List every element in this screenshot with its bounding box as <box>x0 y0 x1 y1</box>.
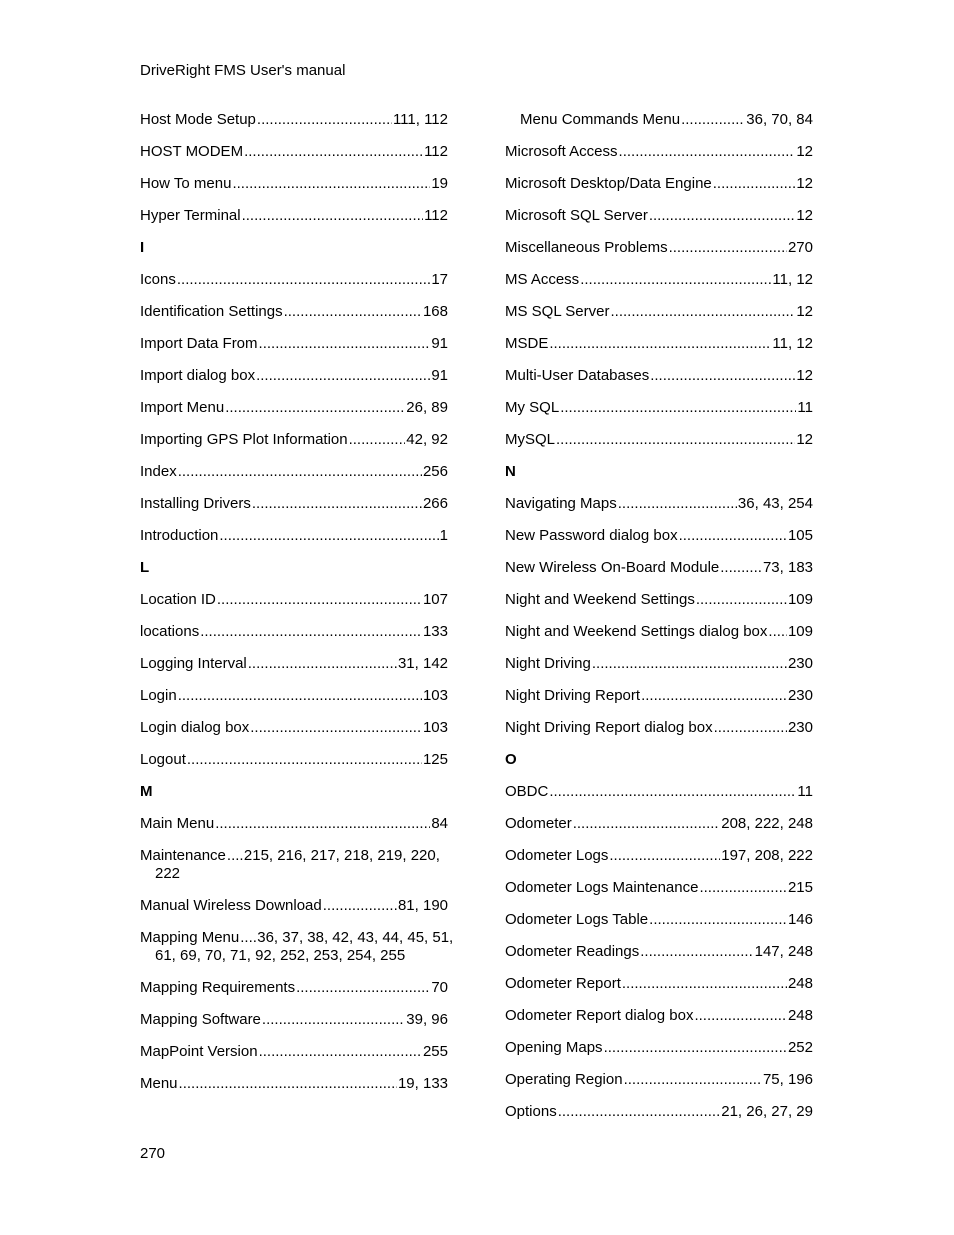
index-pages: 11 <box>797 783 813 800</box>
index-entry <box>505 815 813 847</box>
index-term: Mapping Software <box>140 1011 261 1028</box>
index-section-letter: I <box>140 239 145 256</box>
index-entry <box>140 207 448 239</box>
dot-leader <box>250 719 422 737</box>
index-pages: 107 <box>422 591 448 608</box>
index-pages: 31, 142 <box>397 655 448 672</box>
dot-leader <box>696 591 787 609</box>
index-pages: 248 <box>787 975 813 992</box>
index-entry <box>505 1103 813 1135</box>
index-entry <box>140 897 448 929</box>
index-entry <box>505 1007 813 1039</box>
index-term: Microsoft SQL Server <box>505 207 648 224</box>
index-column-right <box>505 111 813 1135</box>
index-term: OBDC <box>505 783 549 800</box>
index-pages: 105 <box>787 527 813 544</box>
index-entry <box>505 783 813 815</box>
index-entry <box>505 911 813 943</box>
index-pages: 91 <box>431 335 448 352</box>
index-pages: 81, 190 <box>397 897 448 914</box>
index-term: Installing Drivers <box>140 495 251 512</box>
index-pages: 11, 12 <box>772 271 813 288</box>
index-pages: 12 <box>796 143 813 160</box>
dot-leader <box>252 495 422 513</box>
dot-leader <box>244 143 423 161</box>
index-term: Odometer Logs Table <box>505 911 649 928</box>
index-term: Odometer Logs Maintenance <box>505 879 699 896</box>
index-entry <box>140 1011 448 1043</box>
index-term: Manual Wireless Download <box>140 897 322 914</box>
index-term: Maintenance <box>140 847 226 864</box>
index-entry <box>140 527 448 559</box>
index-term: MapPoint Version <box>140 1043 258 1060</box>
dot-leader <box>699 879 787 897</box>
index-term: locations <box>140 623 200 640</box>
index-entry <box>140 719 448 751</box>
index-entry <box>140 751 448 783</box>
dot-leader <box>200 623 422 641</box>
dot-leader <box>604 1039 787 1057</box>
dot-leader <box>323 897 397 915</box>
index-pages: 112 <box>424 143 448 160</box>
index-entry <box>140 655 448 687</box>
index-pages: 230 <box>787 719 813 736</box>
index-pages: 103 <box>422 687 448 704</box>
index-section-letter: M <box>140 783 153 800</box>
index-entry <box>140 111 448 143</box>
dot-leader <box>622 975 787 993</box>
dot-leader <box>178 687 422 705</box>
index-entry <box>505 879 813 911</box>
dot-leader <box>349 431 406 449</box>
dot-leader <box>640 943 753 961</box>
index-pages: 12 <box>796 175 813 192</box>
dot-leader <box>232 175 430 193</box>
index-term: Hyper Terminal <box>140 207 241 224</box>
index-pages: 230 <box>787 687 813 704</box>
index-entry <box>505 719 813 751</box>
index-entry <box>505 1071 813 1103</box>
index-pages: 12 <box>796 431 813 448</box>
index-term: Logout <box>140 751 186 768</box>
dot-leader <box>641 687 787 705</box>
index-entry <box>505 271 813 303</box>
index-pages: 36, 70, 84 <box>746 111 813 128</box>
index-entry <box>140 815 448 847</box>
index-entry <box>140 303 448 335</box>
index-pages: 36, 43, 254 <box>737 495 813 512</box>
index-pages: 215, 216, 217, 218, 219, 220, <box>243 847 440 864</box>
index-pages: 21, 26, 27, 29 <box>721 1103 813 1120</box>
index-term: Odometer Readings <box>505 943 640 960</box>
index-entry <box>505 559 813 591</box>
index-entry <box>505 111 813 143</box>
index-term: Location ID <box>140 591 216 608</box>
index-pages: 84 <box>431 815 448 832</box>
dot-leader <box>649 207 795 225</box>
index-entry <box>140 591 448 623</box>
index-entry <box>140 929 454 979</box>
dot-leader <box>580 271 771 289</box>
index-pages: 109 <box>787 623 813 640</box>
index-entry <box>140 495 448 527</box>
dot-leader <box>219 527 438 545</box>
dot-leader <box>619 143 796 161</box>
index-pages: 91 <box>431 367 448 384</box>
dot-leader <box>178 463 422 481</box>
index-entry <box>140 463 448 495</box>
index-pages: 197, 208, 222 <box>721 847 813 864</box>
index-pages: 270 <box>787 239 813 256</box>
index-pages: 230 <box>787 655 813 672</box>
dot-leader <box>694 1007 787 1025</box>
index-entry <box>505 175 813 207</box>
index-pages: 17 <box>431 271 448 288</box>
dot-leader <box>296 979 430 997</box>
dot-leader <box>262 1011 405 1029</box>
index-pages: 12 <box>796 367 813 384</box>
index-entry <box>140 367 448 399</box>
index-pages: 266 <box>422 495 448 512</box>
index-entry <box>140 1075 448 1107</box>
index-entry <box>505 207 813 239</box>
dot-leader <box>650 367 795 385</box>
index-term: Options <box>505 1103 557 1120</box>
index-entry <box>505 687 813 719</box>
dot-leader <box>624 1071 762 1089</box>
index-pages: 111, 112 <box>392 111 448 128</box>
index-pages: 147, 248 <box>754 943 813 960</box>
index-pages: 256 <box>422 463 448 480</box>
index-entry <box>505 495 813 527</box>
index-entry <box>140 687 448 719</box>
dot-leader <box>242 207 423 225</box>
index-term: Navigating Maps <box>505 495 617 512</box>
dot-leader <box>549 335 771 353</box>
index-term: Menu Commands Menu <box>520 111 681 128</box>
index-term: MySQL <box>505 431 556 448</box>
index-entry <box>505 303 813 335</box>
index-term: Identification Settings <box>140 303 283 320</box>
dot-leader <box>227 847 243 865</box>
page-number: 270 <box>140 1145 166 1162</box>
index-term: Import Data From <box>140 335 258 352</box>
dot-leader <box>768 623 787 641</box>
dot-leader <box>177 271 430 289</box>
index-pages: 103 <box>422 719 448 736</box>
index-entry <box>505 1039 813 1071</box>
index-pages: 36, 37, 38, 42, 43, 44, 45, 51, <box>257 929 454 946</box>
index-pages-continuation: 61, 69, 70, 71, 92, 252, 253, 254, 255 <box>155 947 406 964</box>
index-entry <box>505 143 813 175</box>
index-pages: 112 <box>424 207 448 224</box>
index-term: Multi-User Databases <box>505 367 650 384</box>
index-term: Microsoft Desktop/Data Engine <box>505 175 712 192</box>
index-pages: 26, 89 <box>406 399 448 416</box>
index-term: Odometer Logs <box>505 847 609 864</box>
dot-leader <box>556 431 795 449</box>
index-term: Login dialog box <box>140 719 250 736</box>
index-section-letter: L <box>140 559 150 576</box>
index-term: Odometer Report dialog box <box>505 1007 694 1024</box>
index-term: Mapping Requirements <box>140 979 296 996</box>
dot-leader <box>714 719 787 737</box>
dot-leader <box>225 399 405 417</box>
index-term: Introduction <box>140 527 219 544</box>
index-pages: 73, 183 <box>762 559 813 576</box>
dot-leader <box>560 399 796 417</box>
index-term: New Password dialog box <box>505 527 678 544</box>
index-term: Night Driving <box>505 655 591 672</box>
index-term: Icons <box>140 271 176 288</box>
index-term: Host Mode Setup <box>140 111 256 128</box>
index-section-letter: O <box>505 751 517 768</box>
index-term: HOST MODEM <box>140 143 244 160</box>
dot-leader <box>592 655 787 673</box>
dot-leader <box>248 655 397 673</box>
index-pages: 248 <box>787 1007 813 1024</box>
index-pages: 215 <box>787 879 813 896</box>
index-term: Night Driving Report <box>505 687 641 704</box>
index-term: Opening Maps <box>505 1039 603 1056</box>
dot-leader <box>217 591 422 609</box>
index-entry <box>140 335 448 367</box>
dot-leader <box>609 847 720 865</box>
dot-leader <box>284 303 422 321</box>
index-pages: 19, 133 <box>397 1075 448 1092</box>
index-pages-continuation: 222 <box>155 865 181 882</box>
index-term: Night Driving Report dialog box <box>505 719 713 736</box>
index-pages: 11, 12 <box>772 335 813 352</box>
index-pages: 70 <box>431 979 448 996</box>
index-term: Login <box>140 687 177 704</box>
dot-leader <box>649 911 787 929</box>
index-column-left <box>140 111 454 1107</box>
index-pages: 11 <box>797 399 813 416</box>
index-term: Main Menu <box>140 815 215 832</box>
index-entry <box>140 623 448 655</box>
index-entry <box>140 399 448 431</box>
index-entry <box>140 175 448 207</box>
dot-leader <box>240 929 256 947</box>
dot-leader <box>720 559 762 577</box>
index-pages: 208, 222, 248 <box>721 815 813 832</box>
index-entry <box>505 431 813 463</box>
dot-leader <box>618 495 737 513</box>
index-term: Import dialog box <box>140 367 256 384</box>
index-pages: 42, 92 <box>406 431 448 448</box>
index-entry <box>505 591 813 623</box>
index-entry <box>140 979 448 1011</box>
index-entry <box>140 1043 448 1075</box>
index-entry <box>505 655 813 687</box>
index-term: Index <box>140 463 177 480</box>
index-term: Miscellaneous Problems <box>505 239 668 256</box>
index-entry <box>505 399 813 431</box>
index-entry <box>505 623 813 655</box>
dot-leader <box>187 751 422 769</box>
index-term: How To menu <box>140 175 232 192</box>
index-pages: 168 <box>422 303 448 320</box>
dot-leader <box>259 1043 422 1061</box>
index-pages: 252 <box>787 1039 813 1056</box>
dot-leader <box>679 527 787 545</box>
index-pages: 12 <box>796 303 813 320</box>
index-pages: 19 <box>431 175 448 192</box>
dot-leader <box>573 815 721 833</box>
dot-leader <box>713 175 796 193</box>
dot-leader <box>558 1103 721 1121</box>
index-pages: 255 <box>422 1043 448 1060</box>
index-entry <box>505 335 813 367</box>
index-entry <box>505 943 813 975</box>
index-pages: 133 <box>422 623 448 640</box>
index-section-letter: N <box>505 463 516 480</box>
index-term: MS Access <box>505 271 580 288</box>
index-term: Odometer <box>505 815 572 832</box>
dot-leader <box>256 367 430 385</box>
index-entry <box>140 847 448 897</box>
dot-leader <box>610 303 795 321</box>
dot-leader <box>681 111 745 129</box>
dot-leader <box>257 111 392 129</box>
index-entry <box>140 271 448 303</box>
dot-leader <box>259 335 431 353</box>
index-entry <box>505 527 813 559</box>
index-term: My SQL <box>505 399 560 416</box>
index-term: MSDE <box>505 335 549 352</box>
index-term: Menu <box>140 1075 178 1092</box>
index-term: Logging Interval <box>140 655 247 672</box>
index-term: MS SQL Server <box>505 303 610 320</box>
index-term: Import Menu <box>140 399 225 416</box>
index-pages: 1 <box>439 527 448 544</box>
index-term: Mapping Menu <box>140 929 240 946</box>
index-pages: 75, 196 <box>762 1071 813 1088</box>
index-term: Operating Region <box>505 1071 623 1088</box>
index-pages: 109 <box>787 591 813 608</box>
index-pages: 12 <box>796 207 813 224</box>
dot-leader <box>549 783 796 801</box>
index-entry <box>140 431 448 463</box>
dot-leader <box>179 1075 397 1093</box>
index-pages: 39, 96 <box>406 1011 448 1028</box>
index-entry <box>505 239 813 271</box>
index-term: Microsoft Access <box>505 143 618 160</box>
index-entry <box>140 143 448 175</box>
page-header-title: DriveRight FMS User's manual <box>140 62 346 79</box>
dot-leader <box>215 815 430 833</box>
index-term: Importing GPS Plot Information <box>140 431 348 448</box>
index-entry <box>505 367 813 399</box>
index-entry <box>505 975 813 1007</box>
index-pages: 146 <box>787 911 813 928</box>
index-term: New Wireless On-Board Module <box>505 559 720 576</box>
index-term: Odometer Report <box>505 975 621 992</box>
index-term: Night and Weekend Settings dialog box <box>505 623 768 640</box>
index-entry <box>505 847 813 879</box>
index-term: Night and Weekend Settings <box>505 591 695 608</box>
dot-leader <box>669 239 787 257</box>
index-pages: 125 <box>422 751 448 768</box>
